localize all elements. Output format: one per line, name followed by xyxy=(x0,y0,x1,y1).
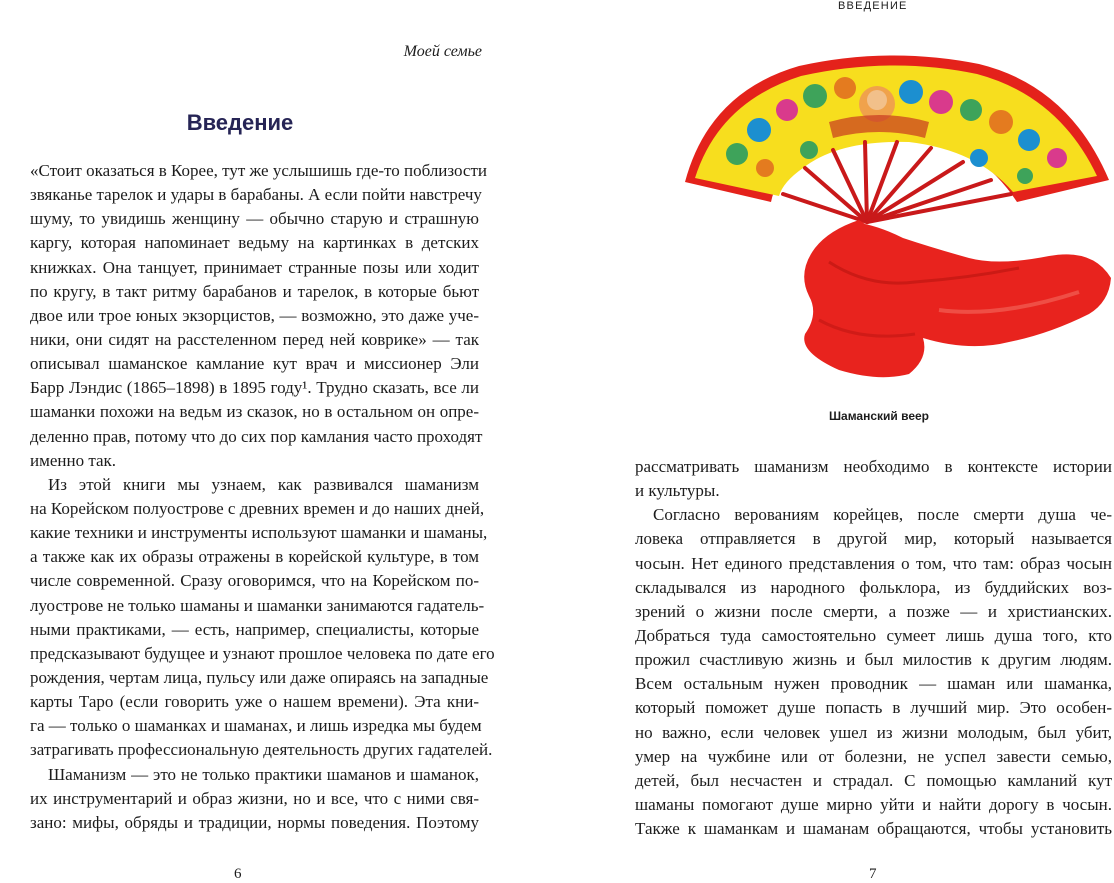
chapter-title-text: Введение xyxy=(186,110,294,135)
chapter-title xyxy=(0,110,480,136)
text-line: деленно прав, потому что до сих пор камлания часто проходят xyxy=(30,426,483,446)
text-line: их инструментарий и образ жизни, но и все, что с ними свя- xyxy=(30,788,479,808)
shaman-fan-illustration xyxy=(679,52,1114,392)
text-line: какие техники и инструменты используют шаманки и шаманы, xyxy=(30,523,488,543)
text-line: затрагивать профессиональную деятельность других гадателей. xyxy=(30,740,493,760)
page-number-right: 7 xyxy=(869,866,877,882)
text-line: шаманки похожи на ведьм из сказок, но в остальном он опре- xyxy=(30,402,479,422)
text-line: карты Таро (если говорить уже о нашем времени). Эта кни- xyxy=(30,692,479,712)
text-line: луострове не только шаманы и шаманки занимаются гадатель- xyxy=(30,595,485,615)
text-line: Барр Лэндис (1865–1898) в 1895 году¹. Трудно сказать, все ли xyxy=(30,378,479,398)
figure-caption: Шаманский веер xyxy=(828,409,930,423)
text-line: который поможет душе попасть в лучший мир. Это особен- xyxy=(635,698,1112,718)
text-line: умер на чужбине или от болезни, не успел завести семью, xyxy=(635,746,1112,766)
text-line: а также как их образы отражены в корейской культуре, в том xyxy=(30,547,479,567)
page-number-left: 6 xyxy=(234,866,242,882)
text-line: и культуры. xyxy=(635,481,720,501)
text-line: шуму, то увидишь женщину — обычно старую и страшную xyxy=(30,209,479,229)
text-line: Из этой книги мы узнаем, как развивался шаманизм xyxy=(48,474,479,494)
text-line: га — только о шаманках и шаманах, и лишь изредка мы будем xyxy=(30,716,482,736)
text-line: каргу, которая напоминает ведьму на картинках в детских xyxy=(30,233,479,253)
running-head: ВВЕДЕНИЕ xyxy=(838,0,908,12)
text-line: зрений о жизни после смерти, а позже — и христианских. xyxy=(635,601,1112,621)
text-line: ники, они сидят на расстеленном перед ней коврике» — так xyxy=(30,329,479,349)
text-line: чосын. Нет единого представления о том, что там: образ чосын xyxy=(635,553,1112,573)
text-line: рассматривать шаманизм необходимо в контексте истории xyxy=(635,457,1112,476)
text-line: Добраться туда самостоятельно сумеет лишь душа того, кто xyxy=(635,625,1112,645)
right-body-text xyxy=(635,455,1112,841)
fan-scarf xyxy=(804,220,1111,377)
text-line: Всем остальным нужен проводник — шаман или шаманка, xyxy=(635,674,1112,694)
text-line: Шаманизм — это не только практики шаманов и шаманок, xyxy=(48,764,479,784)
left-body-text xyxy=(30,159,495,835)
text-line: шаманы помогают душе мирно уйти и найти дорогу в чосын. xyxy=(635,794,1112,814)
right-page xyxy=(557,0,1114,883)
text-line: рождения, чертам лица, пульсу или даже опираясь на западные xyxy=(30,667,489,687)
text-line: Также к шаманкам и шаманам обращаются, чтобы установить xyxy=(635,819,1112,839)
dedication: Моей семье xyxy=(403,43,482,60)
text-line: складывался из народного фольклора, из буддийских воз- xyxy=(635,577,1112,597)
text-line: зано: мифы, обряды и традиции, нормы поведения. Поэтому xyxy=(30,812,479,832)
text-line: звяканье тарелок и удары в барабаны. А если пойти навстречу xyxy=(30,185,482,205)
text-line: прожил счастливую жизнь и был милостив к другим людям. xyxy=(635,650,1112,670)
text-line: двое или трое юных экзорцистов, — возможно, это даже уче- xyxy=(30,305,479,325)
text-line: детей, был несчастен и страдал. С помощью камланий кут xyxy=(635,770,1112,790)
text-line: ными практиками, — есть, например, специалисты, которые xyxy=(30,619,479,639)
text-line: Согласно верованиям корейцев, после смерти душа че- xyxy=(653,505,1112,525)
text-line: числе современной. Сразу оговоримся, что на Корейском по- xyxy=(30,571,479,591)
text-line: ловека отправляется в другой мир, который называется xyxy=(635,529,1112,549)
text-line: на Корейском полуострове с древних времен и до наших дней, xyxy=(30,498,485,518)
text-line: «Стоит оказаться в Корее, тут же услышишь где-то поблизости xyxy=(30,161,488,180)
text-line: именно так. xyxy=(30,450,117,470)
text-line: описывал шаманское камлание кут врач и миссионер Эли xyxy=(30,354,479,374)
text-line: предсказывают будущее и узнают прошлое человека по дате его xyxy=(30,643,495,663)
text-line: по кругу, в такт ритму барабанов и тарелок, в которые бьют xyxy=(30,281,479,301)
text-line: книжках. Она танцует, принимает странные позы или ходит xyxy=(30,257,479,277)
text-line: но важно, если человек ушел из жизни молодым, был убит, xyxy=(635,722,1112,742)
